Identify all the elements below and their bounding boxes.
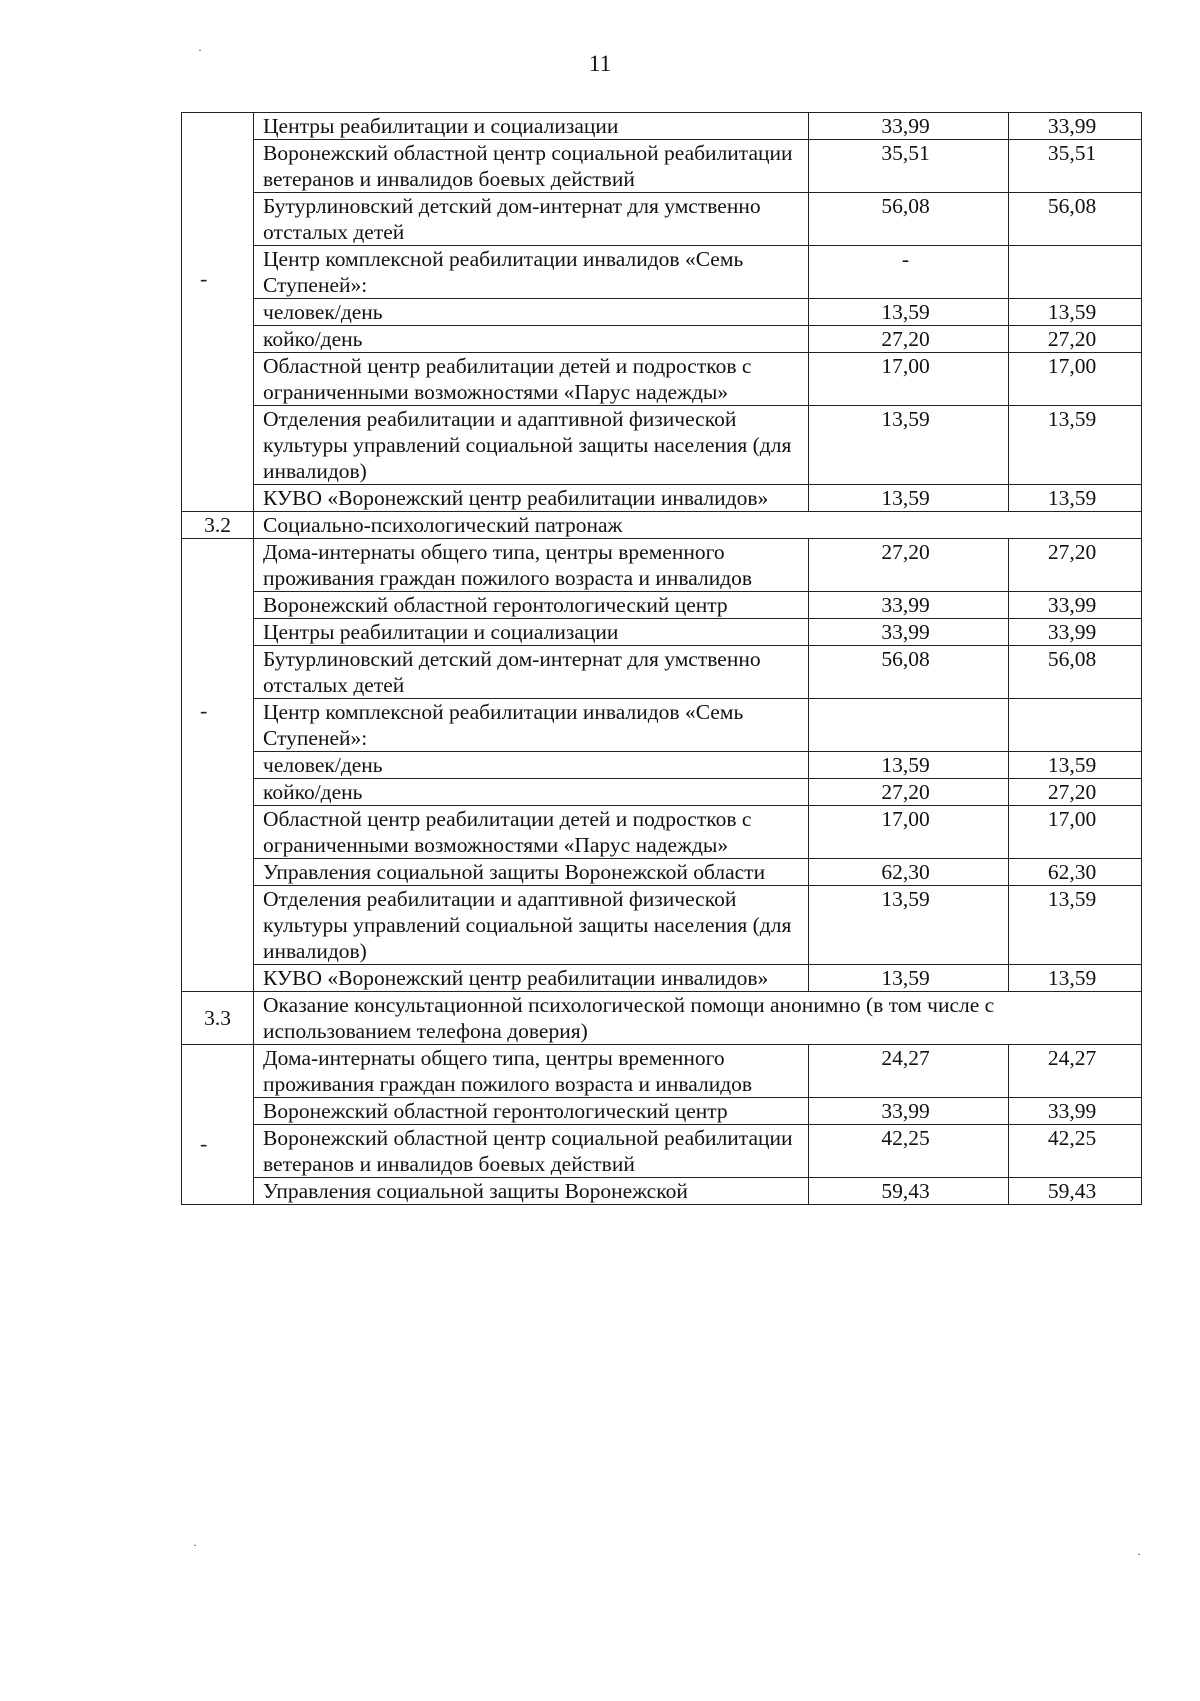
value-cell-2: 17,00 — [1009, 353, 1142, 406]
table-row — [182, 140, 1142, 193]
value-cell-1: 13,59 — [809, 299, 1009, 326]
row-index-cell — [182, 539, 254, 992]
service-name-cell: Областной центр реабилитации детей и подростков с ограниченными возможностями «Парус надежды» — [254, 806, 809, 859]
service-name-cell: человек/день — [254, 299, 809, 326]
table-row — [182, 1045, 1142, 1098]
value-cell-1: 13,59 — [809, 886, 1009, 965]
service-name-cell: Воронежский областной центр социальной реабилитации ветеранов и инвалидов боевых действий — [254, 1125, 809, 1178]
value-cell-2: 33,99 — [1009, 113, 1142, 140]
value-cell-2: 13,59 — [1009, 965, 1142, 992]
table-row — [182, 246, 1142, 299]
value-cell-2: 27,20 — [1009, 539, 1142, 592]
table-row — [182, 859, 1142, 886]
value-cell-1: 59,43 — [809, 1178, 1009, 1205]
value-cell-2 — [1009, 699, 1142, 752]
service-name-cell: Управления социальной защиты Воронежской — [254, 1178, 809, 1205]
service-name-cell: Отделения реабилитации и адаптивной физической культуры управлений социальной защиты населения (для инвалидов) — [254, 406, 809, 485]
service-name-cell: КУВО «Воронежский центр реабилитации инвалидов» — [254, 965, 809, 992]
value-cell-1: 42,25 — [809, 1125, 1009, 1178]
service-name-cell: Воронежский областной геронтологический центр — [254, 1098, 809, 1125]
value-cell-1: 13,59 — [809, 965, 1009, 992]
table-row — [182, 1178, 1142, 1205]
table-row — [182, 699, 1142, 752]
table-row — [182, 299, 1142, 326]
service-name-cell: Центры реабилитации и социализации — [254, 619, 809, 646]
value-cell-1: 33,99 — [809, 619, 1009, 646]
value-cell-2: 27,20 — [1009, 779, 1142, 806]
table-row — [182, 113, 1142, 140]
service-name-cell: Воронежский областной геронтологический центр — [254, 592, 809, 619]
value-cell-1: 24,27 — [809, 1045, 1009, 1098]
value-cell-2: 13,59 — [1009, 299, 1142, 326]
service-name-cell: Бутурлиновский детский дом-интернат для умственно отсталых детей — [254, 193, 809, 246]
value-cell-1: 27,20 — [809, 779, 1009, 806]
service-name-cell: Центр комплексной реабилитации инвалидов «Семь Ступеней»: — [254, 246, 809, 299]
value-cell-1: 33,99 — [809, 592, 1009, 619]
table-row — [182, 592, 1142, 619]
value-cell-1: 62,30 — [809, 859, 1009, 886]
value-cell-2: 13,59 — [1009, 752, 1142, 779]
table-row — [182, 1098, 1142, 1125]
value-cell-2: 56,08 — [1009, 193, 1142, 246]
section-header-row — [182, 992, 1142, 1045]
table-row — [182, 779, 1142, 806]
scan-speck: · — [193, 1538, 197, 1552]
value-cell-2: 62,30 — [1009, 859, 1142, 886]
value-cell-1: 35,51 — [809, 140, 1009, 193]
table-row — [182, 539, 1142, 592]
table-row — [182, 485, 1142, 512]
margin-dash-mark: - — [200, 698, 208, 723]
value-cell-2: 35,51 — [1009, 140, 1142, 193]
table-row — [182, 886, 1142, 965]
section-header-row — [182, 512, 1142, 539]
value-cell-2: 13,59 — [1009, 886, 1142, 965]
service-name-cell: койко/день — [254, 779, 809, 806]
value-cell-2: 33,99 — [1009, 1098, 1142, 1125]
value-cell-1: 27,20 — [809, 539, 1009, 592]
value-cell-2: 13,59 — [1009, 406, 1142, 485]
value-cell-2: 33,99 — [1009, 592, 1142, 619]
value-cell-1: 27,20 — [809, 326, 1009, 353]
value-cell-2: 56,08 — [1009, 646, 1142, 699]
table-row — [182, 965, 1142, 992]
table-row — [182, 406, 1142, 485]
row-index-cell — [182, 113, 254, 512]
value-cell-1: 17,00 — [809, 806, 1009, 859]
service-name-cell: Бутурлиновский детский дом-интернат для умственно отсталых детей — [254, 646, 809, 699]
section-number: 3.2 — [182, 512, 254, 539]
service-name-cell: Управления социальной защиты Воронежской области — [254, 859, 809, 886]
value-cell-2: 13,59 — [1009, 485, 1142, 512]
service-name-cell: КУВО «Воронежский центр реабилитации инвалидов» — [254, 485, 809, 512]
table-row — [182, 326, 1142, 353]
value-cell-1: 13,59 — [809, 485, 1009, 512]
service-name-cell: Областной центр реабилитации детей и подростков с ограниченными возможностями «Парус надежды» — [254, 353, 809, 406]
value-cell-1: 17,00 — [809, 353, 1009, 406]
value-cell-1: 56,08 — [809, 646, 1009, 699]
table-row — [182, 806, 1142, 859]
value-cell-1: 33,99 — [809, 113, 1009, 140]
scan-speck: · — [1137, 1547, 1141, 1561]
section-number: 3.3 — [182, 992, 254, 1045]
value-cell-2: 24,27 — [1009, 1045, 1142, 1098]
section-title: Социально-психологический патронаж — [254, 512, 1142, 539]
row-index-cell — [182, 1045, 254, 1205]
table-row — [182, 353, 1142, 406]
service-name-cell: Дома-интернаты общего типа, центры временного проживания граждан пожилого возраста и инвалидов — [254, 1045, 809, 1098]
value-cell-1 — [809, 699, 1009, 752]
service-name-cell: человек/день — [254, 752, 809, 779]
value-cell-2: 27,20 — [1009, 326, 1142, 353]
value-cell-1: 33,99 — [809, 1098, 1009, 1125]
value-cell-1: - — [809, 246, 1009, 299]
value-cell-1: 13,59 — [809, 752, 1009, 779]
value-cell-2: 17,00 — [1009, 806, 1142, 859]
service-name-cell: Центр комплексной реабилитации инвалидов «Семь Ступеней»: — [254, 699, 809, 752]
page-number: 11 — [588, 51, 612, 76]
table-row — [182, 646, 1142, 699]
value-cell-2 — [1009, 246, 1142, 299]
tariff-table — [181, 112, 1142, 1205]
table-row — [182, 193, 1142, 246]
value-cell-2: 33,99 — [1009, 619, 1142, 646]
margin-dash-mark: - — [200, 266, 208, 291]
service-name-cell: Центры реабилитации и социализации — [254, 113, 809, 140]
table-row — [182, 1125, 1142, 1178]
value-cell-1: 56,08 — [809, 193, 1009, 246]
section-title: Оказание консультационной психологической помощи анонимно (в том числе с использованием телефона доверия) — [254, 992, 1142, 1045]
service-name-cell: Воронежский областной центр социальной реабилитации ветеранов и инвалидов боевых действий — [254, 140, 809, 193]
service-name-cell: Дома-интернаты общего типа, центры временного проживания граждан пожилого возраста и инвалидов — [254, 539, 809, 592]
value-cell-2: 42,25 — [1009, 1125, 1142, 1178]
scan-speck: · — [198, 43, 202, 57]
value-cell-1: 13,59 — [809, 406, 1009, 485]
margin-dash-mark: - — [200, 1131, 208, 1156]
table-row — [182, 752, 1142, 779]
service-name-cell: Отделения реабилитации и адаптивной физической культуры управлений социальной защиты населения (для инвалидов) — [254, 886, 809, 965]
value-cell-2: 59,43 — [1009, 1178, 1142, 1205]
service-name-cell: койко/день — [254, 326, 809, 353]
table-row — [182, 619, 1142, 646]
